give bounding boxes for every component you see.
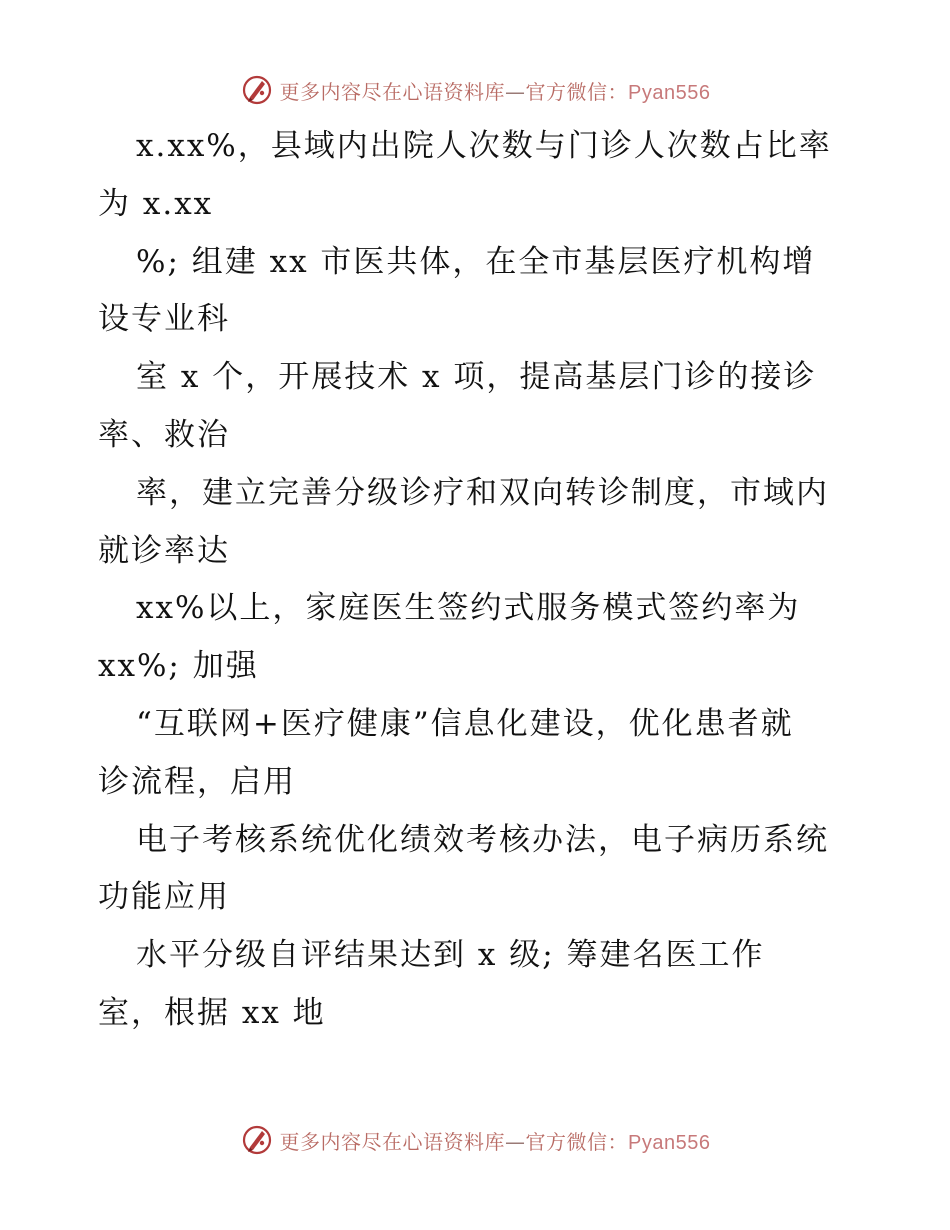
body-line: 诊流程，启用 [98, 763, 296, 800]
body-line: 率、救治 [98, 416, 230, 453]
body-line: 室 x 个，开展技术 x 项，提高基层门诊的接诊 [136, 359, 817, 396]
header-banner-handle: Pyan556 [628, 81, 711, 104]
footer-banner-title: 更多内容尽在心语资料库 [279, 1129, 506, 1154]
body-line: x.xx%，县域内出院人次数与门诊人次数占比率 [136, 128, 832, 164]
body-line: 电子考核系统优化绩效考核办法，电子病历系统 [136, 821, 829, 858]
body-line: 室，根据 xx 地 [98, 994, 326, 1031]
footer-banner [0, 1120, 950, 1160]
header-banner-dash: — [505, 79, 526, 104]
body-line: 就诊率达 [98, 532, 230, 569]
body-line: “互联网+医疗健康”信息化建设，优化患者就 [136, 705, 794, 742]
header-banner-text [280, 76, 711, 105]
body-line: 为 x.xx [98, 185, 214, 222]
body-line: 功能应用 [98, 879, 230, 916]
header-banner-title: 更多内容尽在心语资料库 [279, 79, 506, 104]
header-banner [0, 70, 950, 110]
document-body [98, 118, 878, 1043]
footer-banner-suffix: 官方微信： [525, 1129, 629, 1154]
pen-logo-icon [240, 73, 274, 107]
body-line: 设专业科 [98, 301, 230, 338]
body-line: xx%以上，家庭医生签约式服务模式签约率为 [136, 590, 801, 627]
footer-banner-dash: — [505, 1129, 526, 1154]
footer-banner-handle: Pyan556 [628, 1131, 711, 1154]
body-line: %; 组建 xx 市医共体，在全市基层医疗机构增 [136, 243, 816, 280]
body-line: 率，建立完善分级诊疗和双向转诊制度，市域内 [136, 474, 829, 511]
pen-logo-icon [240, 1123, 274, 1157]
footer-banner-text [280, 1126, 711, 1155]
body-line: 水平分级自评结果达到 x 级; 筹建名医工作 [136, 937, 765, 974]
header-banner-suffix: 官方微信： [525, 79, 629, 104]
body-line: xx%; 加强 [98, 648, 259, 685]
